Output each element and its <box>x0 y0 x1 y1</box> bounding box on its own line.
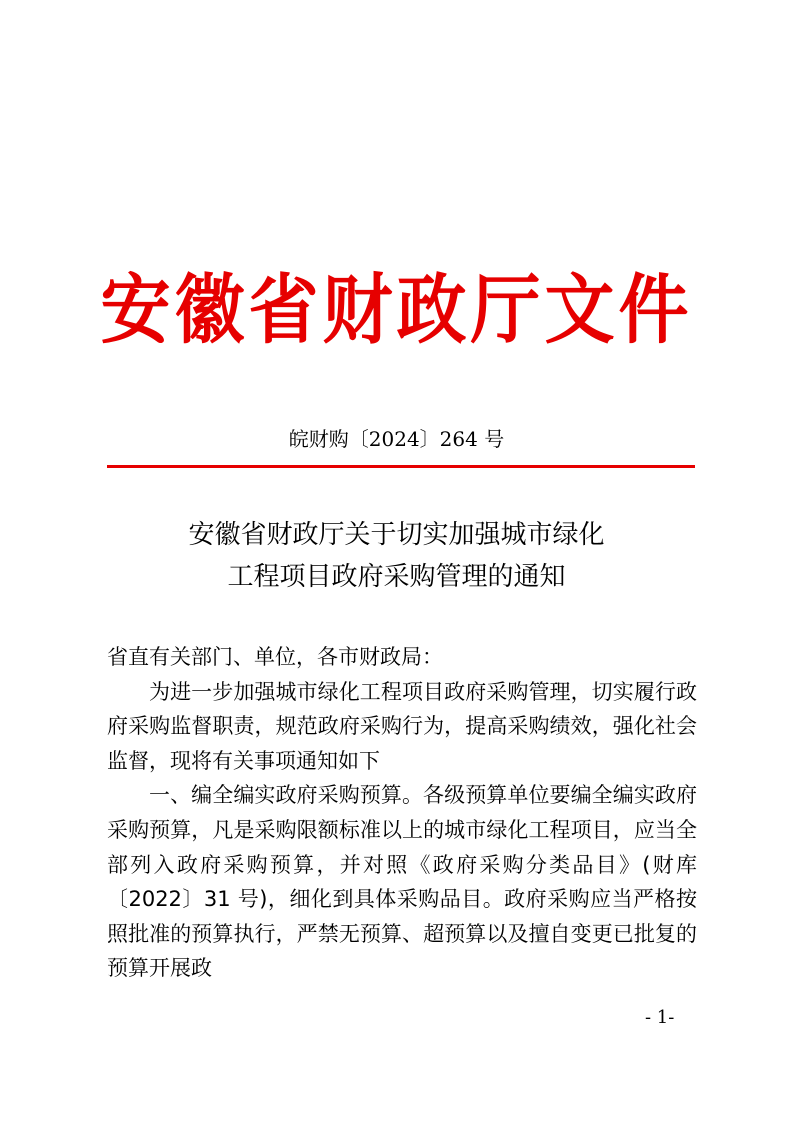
document-body <box>107 640 697 986</box>
notice-title-line-1: 安徽省财政厅关于切实加强城市绿化 <box>188 520 605 550</box>
notice-title <box>0 514 793 598</box>
paragraph-intro: 为进一步加强城市绿化工程项目政府采购管理，切实履行政府采购监督职责，规范政府采购行为，提高采购绩效，强化社会监督，现将有关事项通知如下 <box>107 679 697 773</box>
salutation: 省直有关部门、单位，各市财政局： <box>107 645 443 669</box>
document-number: 皖财购〔2024〕264 号 <box>288 427 505 451</box>
page-number: - 1- <box>645 1007 675 1028</box>
red-separator-line <box>107 465 695 468</box>
document-header-title: 安徽省财政厅文件 <box>100 265 693 355</box>
notice-title-line-2: 工程项目政府采购管理的通知 <box>227 562 566 592</box>
paragraph-section-1: 一、编全编实政府采购预算。各级预算单位要编全编实政府采购预算，凡是采购限额标准以上的城市绿化工程项目，应当全部列入政府采购预算，并对照《政府采购分类品目》(财库〔2022〕31 号)，细化到具体采购品目。政府采购应当严格按照批准的预算执行，严禁无预算、超预算以及擅自变更已批复的预算开展政 <box>107 783 697 981</box>
